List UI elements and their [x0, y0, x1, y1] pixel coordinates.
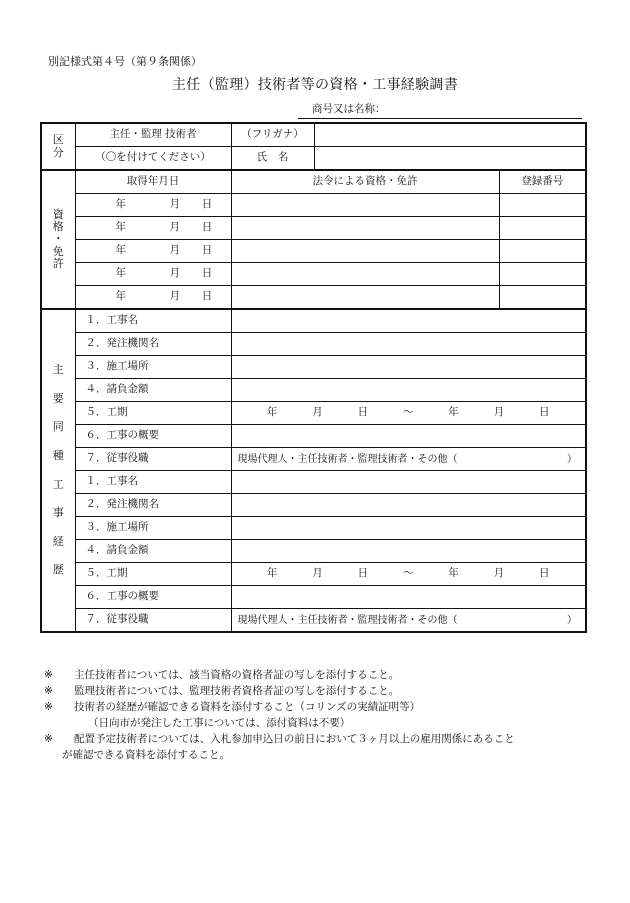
- note-item: ※ 主任技術者については、該当資格の資格者証の写しを添付すること。: [44, 669, 400, 681]
- contract-amount-input[interactable]: [231, 379, 586, 402]
- project-name-label: １．工事名: [75, 309, 231, 333]
- note-item: ※ 技術者の経歴が確認できる資料を添付すること（コリンズの実績証明等）: [44, 701, 421, 713]
- acquired-date-input[interactable]: 年 月 日: [75, 194, 231, 217]
- site-input[interactable]: [231, 517, 586, 540]
- experience-section-label: 主 要 同 種 工 事 経 歴: [41, 309, 75, 632]
- qualification-input[interactable]: [231, 286, 499, 310]
- company-name-label: 商号又は名称：: [312, 103, 386, 115]
- engineer-type-note: （〇を付けてください）: [75, 147, 231, 171]
- license-row: [41, 286, 586, 310]
- registration-input[interactable]: [499, 286, 586, 310]
- notes: [44, 667, 604, 763]
- registration-header: 登録番号: [499, 170, 586, 194]
- license-row: [41, 263, 586, 286]
- qualification-input[interactable]: [231, 217, 499, 240]
- name-input[interactable]: [314, 147, 586, 171]
- kubun-label: 区 分: [41, 123, 75, 170]
- note-item: が確認できる資料を添付すること。: [62, 749, 230, 761]
- qualification-input[interactable]: [231, 240, 499, 263]
- company-name-field[interactable]: [298, 101, 582, 119]
- license-row: [41, 194, 586, 217]
- project-name-input[interactable]: [231, 309, 586, 333]
- overview-label: ６．工事の概要: [75, 425, 231, 448]
- note-item: （日向市が発注した工事については、添付資料は不要）: [88, 717, 351, 729]
- contract-amount-input[interactable]: [231, 540, 586, 563]
- acquired-date-input[interactable]: 年 月 日: [75, 240, 231, 263]
- date-header: 取得年月日: [75, 170, 231, 194]
- project-name-input[interactable]: [231, 471, 586, 494]
- note-item: ※ 監理技術者については、監理技術者資格者証の写しを添付すること。: [44, 685, 400, 697]
- client-label: ２．発注機関名: [75, 494, 231, 517]
- form-code: 別記様式第４号（第９条関係）: [48, 55, 202, 68]
- engineer-type-cell[interactable]: 主任・監理 技術者: [75, 123, 231, 147]
- role-label: ７．従事役職: [75, 609, 231, 633]
- name-label: 氏 名: [231, 147, 314, 171]
- client-label: ２．発注機関名: [75, 333, 231, 356]
- registration-input[interactable]: [499, 194, 586, 217]
- overview-input[interactable]: [231, 425, 586, 448]
- page-title: 主任（監理）技術者等の資格・工事経験調書: [172, 77, 458, 93]
- site-label: ３．施工場所: [75, 356, 231, 379]
- registration-input[interactable]: [499, 263, 586, 286]
- role-input[interactable]: 現場代理人・主任技術者・監理技術者・その他（ ）: [231, 448, 586, 471]
- license-row: [41, 217, 586, 240]
- period-label: ５．工期: [75, 563, 231, 586]
- qualification-form-table: [40, 122, 587, 633]
- qualification-header: 法令による資格・免許: [231, 170, 499, 194]
- license-row: [41, 240, 586, 263]
- period-input[interactable]: 年 月 日 ～ 年 月 日: [231, 563, 586, 586]
- site-label: ３．施工場所: [75, 517, 231, 540]
- client-input[interactable]: [231, 494, 586, 517]
- registration-input[interactable]: [499, 240, 586, 263]
- period-input[interactable]: 年 月 日 ～ 年 月 日: [231, 402, 586, 425]
- qualification-input[interactable]: [231, 263, 499, 286]
- registration-input[interactable]: [499, 217, 586, 240]
- project-name-label: １．工事名: [75, 471, 231, 494]
- qualification-input[interactable]: [231, 194, 499, 217]
- period-label: ５．工期: [75, 402, 231, 425]
- furigana-label: （フリガナ）: [231, 123, 314, 147]
- role-label: ７．従事役職: [75, 448, 231, 471]
- acquired-date-input[interactable]: 年 月 日: [75, 286, 231, 310]
- overview-label: ６．工事の概要: [75, 586, 231, 609]
- site-input[interactable]: [231, 356, 586, 379]
- furigana-input[interactable]: [314, 123, 586, 147]
- note-item: ※ 配置予定技術者については、入札参加申込日の前日において３ヶ月以上の雇用関係にあること: [44, 733, 515, 745]
- role-input[interactable]: 現場代理人・主任技術者・監理技術者・その他（ ）: [231, 609, 586, 633]
- client-input[interactable]: [231, 333, 586, 356]
- acquired-date-input[interactable]: 年 月 日: [75, 217, 231, 240]
- acquired-date-input[interactable]: 年 月 日: [75, 263, 231, 286]
- contract-amount-label: ４．請負金額: [75, 379, 231, 402]
- license-section-label: 資 格 ・ 免 許: [41, 170, 75, 309]
- contract-amount-label: ４．請負金額: [75, 540, 231, 563]
- overview-input[interactable]: [231, 586, 586, 609]
